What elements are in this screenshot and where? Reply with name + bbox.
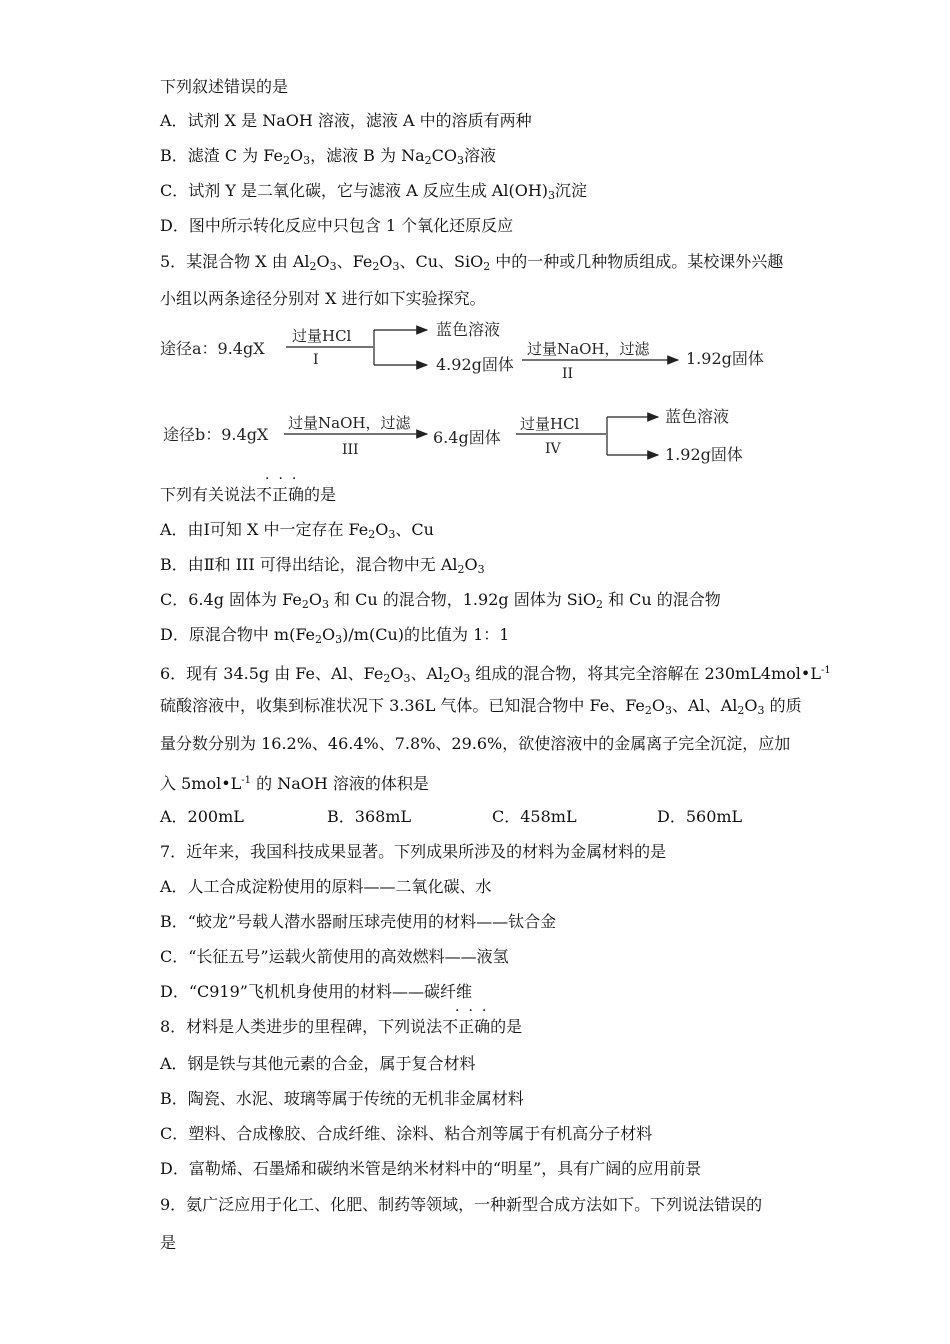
q6-option-b: B．368mL — [327, 807, 412, 826]
q6-stem-3: 量分数分别为 16.2%、46.4%、7.8%、29.6%，欲使溶液中的金属离子完全沉淀，应加 — [160, 734, 791, 753]
q4-option-c: C．试剂 Y 是二氧化碳，它与滤液 A 反应生成 $Al(OH)_3$沉淀 — [160, 181, 588, 202]
q6-option-c: C．458mL — [492, 807, 577, 826]
q8-stem: 8．材料是人类进步的里程碑，下列说法不正确的是 — [160, 1017, 523, 1036]
route-a-blue-solution: 蓝色溶液 — [436, 320, 501, 339]
q9-stem: 9．氨广泛应用于化工、化肥、制药等领域，一种新型合成方法如下。下列说法错误的 — [160, 1195, 763, 1214]
route-a-label: 途径a：9.4gX — [160, 339, 265, 358]
route-a-solid-1: 4.92g固体 — [436, 355, 514, 374]
q8-option-b: B．陶瓷、水泥、玻璃等属于传统的无机非金属材料 — [160, 1089, 524, 1108]
q5-option-a: A．由Ⅰ可知 X 中一定存在 $Fe_2O_3$、Cu — [160, 520, 434, 541]
route-b-step-2: IV — [545, 441, 561, 457]
q7-option-d: D．“C919”飞机机身使用的材料——碳纤维 — [160, 982, 472, 1001]
q5-stem-2: 小组以两条途径分别对 X 进行如下实验探究。 — [160, 289, 486, 308]
emphasis-dots-2: ··· — [455, 1003, 496, 1019]
route-b-step-1: III — [342, 442, 359, 458]
q8-option-d: D．富勒烯、石墨烯和碳纳米管是纳米材料中的“明星”，具有广阔的应用前景 — [160, 1159, 702, 1178]
route-a-step-2: II — [562, 366, 574, 382]
q7-option-a: A．人工合成淀粉使用的原料——二氧化碳、水 — [160, 877, 492, 896]
route-b-solid-2: 1.92g固体 — [665, 445, 743, 464]
q8-option-c: C．塑料、合成橡胶、合成纤维、涂料、粘合剂等属于有机高分子材料 — [160, 1124, 653, 1143]
route-a-solid-2: 1.92g固体 — [686, 349, 764, 368]
q4-option-a: A．试剂 X 是 NaOH 溶液，滤液 A 中的溶质有两种 — [160, 111, 532, 130]
q6-stem-4: 入 $5mol•L^{-1}$ 的 NaOH 溶液的体积是 — [160, 774, 429, 793]
route-a-reagent-1: 过量HCl — [292, 327, 352, 345]
route-b-reagent-1: 过量NaOH，过滤 — [288, 414, 411, 432]
route-a-step-1: I — [313, 352, 319, 368]
q8-option-a: A．钢是铁与其他元素的合金，属于复合材料 — [160, 1054, 476, 1073]
q5-option-c: C．6.4g 固体为 $Fe_2O_3$ 和 Cu 的混合物，1.92g 固体为 SiO$_2$ 和 Cu 的混合物 — [160, 590, 721, 611]
q5-question: 下列有关说法不正确的是 — [160, 485, 337, 504]
q7-option-c: C．“长征五号”运载火箭使用的高效燃料——液氢 — [160, 947, 509, 966]
q6-stem-2: 硫酸溶液中，收集到标准状况下 3.36L 气体。已知混合物中 Fe、$Fe_2O_3$、Al、$Al_2O_3$ 的质 — [160, 696, 802, 717]
q6-option-a: A．200mL — [160, 807, 244, 826]
q6-stem: 6．现有 34.5g 由 Fe、Al、$Fe_2O_3$、$Al_2O_3$ 组成的混合物，将其完全溶解在 $230mL4mol•L^{-1}$ — [160, 664, 831, 685]
q5-option-d: D．原混合物中 $m(Fe_2O_3)/m(Cu)$的比值为 1：1 — [160, 625, 510, 646]
route-b-solid-1: 6.4g固体 — [433, 428, 501, 447]
experiment-flowchart — [160, 318, 770, 478]
route-b-label: 途径b：9.4gX — [163, 425, 269, 444]
q7-option-b: B．“蛟龙”号载人潜水器耐压球壳使用的材料——钛合金 — [160, 912, 557, 931]
q5-option-b: B．由Ⅱ和 III 可得出结论，混合物中无 $Al_2O_3$ — [160, 555, 485, 576]
q9-stem-2: 是 — [160, 1233, 177, 1252]
emphasis-dots: ··· — [265, 471, 306, 487]
q7-stem: 7．近年来，我国科技成果显著。下列成果所涉及的材料为金属材料的是 — [160, 842, 667, 861]
route-b-reagent-2: 过量HCl — [520, 415, 580, 433]
route-a-reagent-2: 过量NaOH，过滤 — [527, 340, 650, 358]
q4-option-d: D．图中所示转化反应中只包含 1 个氧化还原反应 — [160, 216, 514, 235]
q4-stem-tail: 下列叙述错误的是 — [160, 77, 289, 96]
q5-stem: 5．某混合物 X 由 $Al_2O_3$、$Fe_2O_3$、Cu、SiO$_2$ 中的一种或几种物质组成。某校课外兴趣 — [160, 252, 784, 273]
route-b-blue-solution: 蓝色溶液 — [665, 407, 730, 426]
q6-option-d: D．560mL — [657, 807, 743, 826]
q4-option-b: B．滤渣 C 为 $Fe_2O_3$，滤液 B 为 $Na_2CO_3$溶液 — [160, 146, 497, 167]
